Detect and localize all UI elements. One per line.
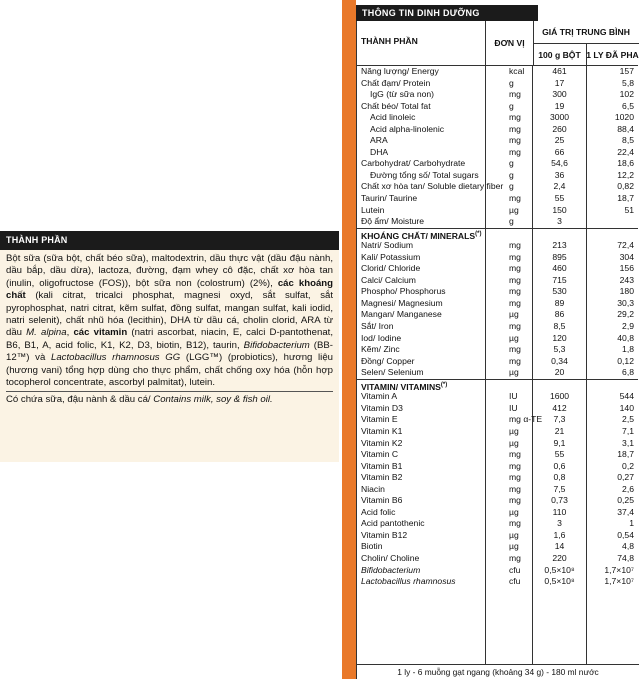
nutrient-unit: mg: [509, 449, 521, 460]
bifidobacterium-label: Bifidobacterium: [243, 339, 310, 351]
value-glass: 304: [619, 251, 634, 262]
value-glass: 88,4: [617, 123, 634, 134]
ingredients-text-part: (BB-12™) và: [6, 339, 333, 364]
value-glass: 5,8: [622, 77, 634, 88]
nutrient-unit: mg: [509, 240, 521, 251]
value-glass: 4,8: [622, 541, 634, 552]
nutrient-unit: mg: [509, 321, 521, 332]
col-avg-header: GIÁ TRỊ TRUNG BÌNH: [542, 27, 630, 37]
value-glass: 1020: [614, 112, 634, 123]
nutrient-unit: µg: [509, 541, 519, 552]
table-row: [357, 367, 638, 379]
value-100g: 3000: [549, 112, 570, 123]
value-glass: 0,2: [622, 460, 634, 471]
nutrient-unit: µg: [509, 437, 519, 448]
nutrient-name: Bifidobacterium: [361, 564, 421, 575]
col-name-header: THÀNH PHẦN: [361, 36, 418, 46]
value-100g: 715: [552, 274, 567, 285]
nutrient-name: Acid alpha-linolenic: [370, 123, 445, 134]
nutrient-name: Vitamin B6: [361, 495, 403, 506]
value-100g: 1600: [549, 391, 570, 402]
nutrient-unit: kcal: [509, 66, 525, 76]
col-unit-header: ĐƠN VỊ: [485, 21, 534, 65]
lactobacillus-label: Lactobacillus rhamnosus GG: [50, 352, 181, 364]
nutrient-unit: g: [509, 181, 514, 192]
value-100g: 7,3: [553, 414, 566, 425]
table-row: [357, 170, 638, 182]
nutrient-unit: mg: [509, 483, 521, 494]
section-heading-text: VITAMIN/ VITAMINS: [361, 381, 441, 392]
value-glass: 0,54: [617, 529, 634, 540]
value-100g: 17: [554, 77, 565, 88]
value-100g: 213: [552, 240, 567, 251]
nutrient-unit: mg: [509, 135, 521, 146]
section-heading-text: KHOÁNG CHẤT/ MINERALS: [361, 230, 476, 241]
value-glass: 29,2: [617, 309, 634, 320]
value-100g: 7,5: [553, 483, 566, 494]
value-glass: 22,4: [617, 146, 634, 157]
nutrient-name: Magnesi/ Magnesium: [361, 297, 443, 308]
table-row: [357, 263, 638, 275]
table-row: [357, 565, 638, 577]
value-100g: 0,6: [553, 460, 566, 471]
table-row: [357, 391, 638, 403]
value-100g: 55: [554, 449, 565, 460]
table-row: [357, 158, 638, 170]
value-100g: 3: [557, 216, 562, 227]
nutrient-name: Chất đạm/ Protein: [361, 77, 431, 88]
value-100g: 150: [552, 204, 567, 215]
nutrient-unit: mg: [509, 286, 521, 297]
ingredients-text-part: (natri ascorbat, niacin, E, calci D-pantothenat, B6, B1, A, acid folic, K1, K2, D3, biotin, B12), taurin,: [6, 327, 333, 351]
value-glass: 6,5: [622, 100, 634, 111]
value-100g: 530: [552, 286, 567, 297]
footnote-mark: (*): [440, 381, 448, 388]
nutrition-table: [356, 21, 638, 679]
nutrition-title: THÔNG TIN DINH DƯỠNG: [356, 5, 538, 21]
nutrient-unit: g: [509, 77, 514, 88]
value-glass: 2,5: [622, 414, 634, 425]
nutrient-name: Acid pantothenic: [361, 518, 425, 529]
nutrient-name: Độ ẩm/ Moisture: [361, 216, 425, 227]
nutrient-name: Vitamin B2: [361, 472, 403, 483]
table-row: [357, 240, 638, 252]
nutrient-unit: g: [509, 158, 514, 169]
nutrient-unit: mg: [509, 552, 521, 563]
nutrient-name: Cholin/ Choline: [361, 552, 420, 563]
value-glass: 544: [619, 391, 634, 402]
section-heading-row: [357, 228, 638, 241]
nutrient-name: Acid folic: [361, 506, 396, 517]
value-glass: 156: [619, 263, 634, 274]
value-100g: 36: [554, 169, 565, 180]
vitamins-label: các vitamin: [73, 327, 128, 339]
table-row: [357, 541, 638, 553]
allergen-en: Contains milk, soy & fish oil.: [153, 394, 273, 406]
value-100g: 0,5×10⁸: [544, 564, 575, 575]
value-glass: 18,6: [617, 158, 634, 169]
nutrient-name: Lactobacillus rhamnosus: [361, 576, 456, 587]
value-100g: 1,6: [553, 529, 566, 540]
value-100g: 21: [554, 425, 565, 436]
table-body: [357, 66, 638, 588]
table-row: [357, 89, 638, 101]
table-row: [357, 426, 638, 438]
nutrient-unit: mg: [509, 251, 521, 262]
nutrient-unit: mg α-TE: [509, 414, 543, 425]
ingredients-paragraph: [6, 253, 333, 389]
nutrient-name: Đường tổng số/ Total sugars: [370, 169, 479, 180]
table-row: [357, 356, 638, 368]
table-row: [357, 193, 638, 205]
ingredients-text-part: ,: [66, 327, 74, 339]
nutrient-name: Phospho/ Phosphorus: [361, 286, 446, 297]
value-100g: 5,3: [553, 344, 566, 355]
ingredients-text-part: (LGG™) (probiotics), hương liệu (hương vani) tổng hợp dùng cho thực phẩm, chất chống oxy hóa (hỗn hợp tocopherol concentrate, ascorbyl palmitat), lutein.: [6, 352, 333, 389]
value-glass: 180: [619, 286, 634, 297]
value-glass: 102: [619, 89, 634, 100]
nutrient-name: Carbohydrat/ Carbohydrate: [361, 158, 466, 169]
value-100g: 412: [552, 402, 567, 413]
nutrient-unit: mg: [509, 344, 521, 355]
table-row: [357, 275, 638, 287]
table-row: [357, 553, 638, 565]
value-glass: 1,7×10⁷: [604, 576, 634, 587]
value-glass: 18,7: [617, 449, 634, 460]
value-100g: 2,4: [553, 181, 566, 192]
value-100g: 9,1: [553, 437, 566, 448]
value-100g: 461: [552, 66, 567, 76]
footnote-mark: (*): [475, 230, 482, 237]
allergen-vi: Có chứa sữa, đậu nành & dầu cá/: [6, 394, 154, 406]
nutrient-name: Vitamin C: [361, 449, 399, 460]
value-glass: 1: [629, 518, 634, 529]
value-100g: 66: [554, 146, 565, 157]
value-glass: 6,8: [622, 367, 634, 378]
nutrient-name: Kali/ Potassium: [361, 251, 421, 262]
nutrient-unit: mg: [509, 472, 521, 483]
divider: [6, 391, 333, 392]
nutrient-name: Đồng/ Copper: [361, 355, 415, 366]
nutrient-name: Selen/ Selenium: [361, 367, 424, 378]
value-100g: 19: [554, 100, 565, 111]
nutrient-name: Kẽm/ Zinc: [361, 344, 400, 355]
value-glass: 2,6: [622, 483, 634, 494]
value-100g: 3: [557, 518, 562, 529]
table-row: [357, 101, 638, 113]
nutrient-name: IgG (từ sữa non): [370, 89, 435, 100]
nutrient-unit: µg: [509, 332, 519, 343]
table-row: [357, 124, 638, 136]
ingredients-heading: THÀNH PHẦN: [0, 231, 339, 250]
nutrient-name: Chất béo/ Total fat: [361, 100, 431, 111]
value-glass: 3,1: [622, 437, 634, 448]
nutrient-name: Taurin/ Taurine: [361, 193, 418, 204]
value-100g: 25: [554, 135, 565, 146]
nutrient-unit: µg: [509, 425, 519, 436]
table-row: [357, 484, 638, 496]
nutrient-unit: mg: [509, 274, 521, 285]
alpina-label: M. alpina: [26, 327, 67, 339]
value-100g: 0,8: [553, 472, 566, 483]
table-row: [357, 298, 638, 310]
nutrient-name: Vitamin D3: [361, 402, 403, 413]
nutrient-name: Natri/ Sodium: [361, 240, 414, 251]
nutrient-name: Iod/ Iodine: [361, 332, 402, 343]
section-heading-row: [357, 379, 638, 392]
nutrient-unit: mg: [509, 89, 521, 100]
nutrient-unit: mg: [509, 123, 521, 134]
ingredients-text-part: (kali citrat, tricalci phosphat, magnesi oxyd, sắt sulfat, sắt pyrophosphat, natri citrat, kẽm sulfat, đồng sulfat, mangan sulfat, kali iodid, natri selenit), chất nhũ hóa (lecithin), DHA từ dầu cá, cholin clorid, ARA từ dầu: [6, 290, 333, 339]
table-row: [357, 576, 638, 588]
value-glass: 0,27: [617, 472, 634, 483]
nutrient-name: Clorid/ Chloride: [361, 263, 421, 274]
table-row: [357, 216, 638, 228]
nutrient-unit: IU: [509, 391, 518, 402]
col-100g-header: 100 g BỘT: [533, 43, 587, 66]
nutrient-unit: µg: [509, 529, 519, 540]
nutrient-unit: mg: [509, 146, 521, 157]
value-100g: 220: [552, 552, 567, 563]
nutrient-unit: mg: [509, 495, 521, 506]
nutrient-name: Sắt/ Iron: [361, 321, 394, 332]
nutrient-unit: cfu: [509, 564, 521, 575]
value-glass: 243: [619, 274, 634, 285]
value-100g: 260: [552, 123, 567, 134]
nutrient-unit: g: [509, 100, 514, 111]
nutrient-unit: µg: [509, 204, 519, 215]
table-row: [357, 507, 638, 519]
nutrient-name: Vitamin A: [361, 391, 398, 402]
value-glass: 40,8: [617, 332, 634, 343]
table-row: [357, 252, 638, 264]
table-row: [357, 438, 638, 450]
nutrient-name: Vitamin B1: [361, 460, 403, 471]
value-100g: 20: [554, 367, 565, 378]
table-row: [357, 205, 638, 217]
table-row: [357, 530, 638, 542]
table-row: [357, 147, 638, 159]
nutrient-name: Vitamin E: [361, 414, 398, 425]
table-row: [357, 518, 638, 530]
nutrient-name: DHA: [370, 146, 389, 157]
nutrient-name: Biotin: [361, 541, 383, 552]
nutrient-name: Năng lượng/ Energy: [361, 66, 439, 76]
value-100g: 86: [554, 309, 565, 320]
table-row: [357, 112, 638, 124]
nutrient-name: Calci/ Calcium: [361, 274, 416, 285]
table-row: [357, 309, 638, 321]
value-glass: 51: [624, 204, 634, 215]
nutrient-unit: mg: [509, 460, 521, 471]
value-glass: 12,2: [617, 169, 634, 180]
table-row: [357, 472, 638, 484]
nutrient-unit: µg: [509, 367, 519, 378]
nutrient-unit: cfu: [509, 576, 521, 587]
value-100g: 300: [552, 89, 567, 100]
value-100g: 14: [554, 541, 565, 552]
value-glass: 157: [619, 66, 634, 76]
value-glass: 140: [619, 402, 634, 413]
ingredients-panel: [0, 231, 339, 462]
nutrient-name: Vitamin K2: [361, 437, 403, 448]
value-glass: 7,1: [622, 425, 634, 436]
table-row: [357, 181, 638, 193]
table-row: [357, 321, 638, 333]
value-glass: 37,4: [617, 506, 634, 517]
value-glass: 18,7: [617, 193, 634, 204]
nutrient-unit: mg: [509, 355, 521, 366]
value-glass: 74,8: [617, 552, 634, 563]
minerals-label: các khoáng chất: [6, 277, 333, 302]
value-100g: 120: [552, 332, 567, 343]
nutrient-name: Lutein: [361, 204, 385, 215]
value-100g: 0,5×10⁸: [544, 576, 575, 587]
nutrient-unit: g: [509, 169, 514, 180]
allergen-statement: [6, 394, 333, 406]
nutrient-name: ARA: [370, 135, 388, 146]
nutrient-name: Acid linoleic: [370, 112, 416, 123]
value-100g: 54,6: [551, 158, 568, 169]
value-100g: 0,73: [551, 495, 568, 506]
table-header: [357, 21, 638, 66]
value-100g: 895: [552, 251, 567, 262]
table-row: [357, 78, 638, 90]
table-row: [357, 461, 638, 473]
table-row: [357, 449, 638, 461]
nutrient-unit: mg: [509, 297, 521, 308]
value-100g: 460: [552, 263, 567, 274]
table-row: [357, 135, 638, 147]
nutrient-name: Vitamin B12: [361, 529, 408, 540]
nutrient-name: Niacin: [361, 483, 385, 494]
serving-footnote: 1 ly - 6 muỗng gạt ngang (khoảng 34 g) - 180 ml nước: [357, 664, 639, 679]
value-glass: 30,3: [617, 297, 634, 308]
value-glass: 2,9: [622, 321, 634, 332]
value-glass: 1,7×10⁷: [604, 564, 634, 575]
value-100g: 55: [554, 193, 565, 204]
table-row: [357, 66, 638, 78]
value-glass: 72,4: [617, 240, 634, 251]
value-glass: 0,12: [617, 355, 634, 366]
value-glass: 1,8: [622, 344, 634, 355]
nutrient-unit: mg: [509, 518, 521, 529]
table-row: [357, 286, 638, 298]
table-row: [357, 414, 638, 426]
ingredients-text-part: Bột sữa (sữa bột, chất béo sữa), maltodextrin, dầu thực vật (dầu đậu nành, dầu bắp, dầu dừa), lactoza, đường, đạm whey cô đặc, chất xơ hòa tan (inulin, oligofructose (FOS)), bột sữa non (colostrum) (2%),: [6, 253, 333, 289]
nutrient-unit: mg: [509, 193, 521, 204]
nutrient-unit: µg: [509, 309, 519, 320]
nutrition-panel: [342, 0, 640, 679]
value-glass: 8,5: [622, 135, 634, 146]
col-glass-header: 1 LY ĐÃ PHA: [586, 43, 639, 66]
nutrient-name: Vitamin K1: [361, 425, 403, 436]
value-100g: 110: [552, 506, 567, 517]
value-100g: 0,34: [551, 355, 568, 366]
value-100g: 89: [554, 297, 565, 308]
nutrient-unit: mg: [509, 263, 521, 274]
nutrient-unit: mg: [509, 112, 521, 123]
nutrient-name: Mangan/ Manganese: [361, 309, 442, 320]
nutrient-unit: g: [509, 216, 514, 227]
nutrient-unit: µg: [509, 506, 519, 517]
value-glass: 0,25: [617, 495, 634, 506]
ingredients-text: [0, 250, 339, 407]
table-row: [357, 495, 638, 507]
nutrient-name: Chất xơ hòa tan/ Soluble dietary fiber: [361, 181, 504, 192]
value-glass: 0,82: [617, 181, 634, 192]
value-100g: 8,5: [553, 321, 566, 332]
table-row: [357, 344, 638, 356]
table-row: [357, 333, 638, 345]
table-row: [357, 403, 638, 415]
nutrient-unit: IU: [509, 402, 518, 413]
